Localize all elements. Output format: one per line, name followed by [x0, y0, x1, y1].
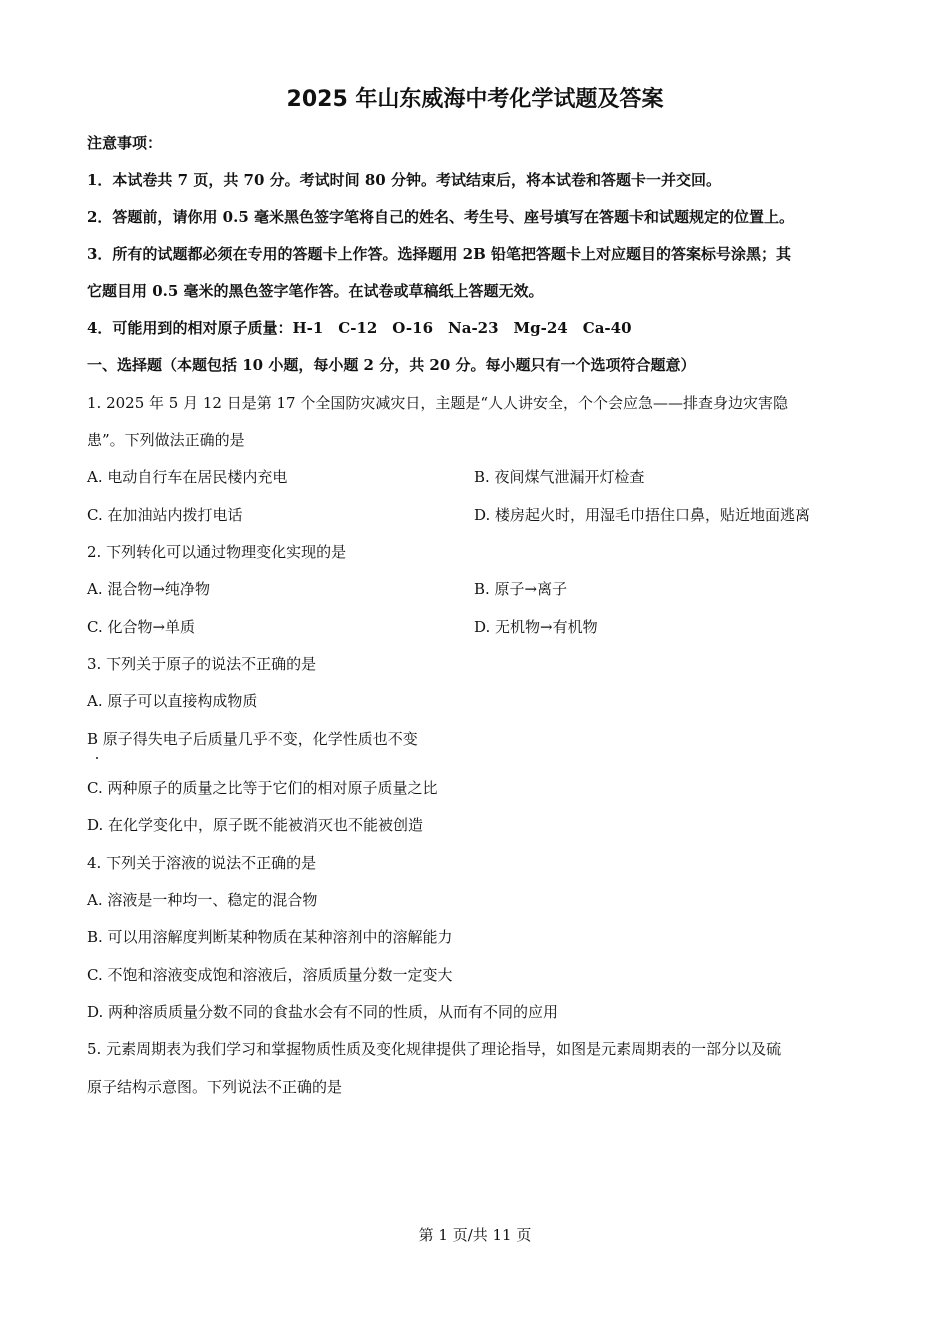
notice-4: 4．可能用到的相对原子质量：H-1 C-12 O-16 Na-23 Mg-24 Ca-40 [87, 319, 632, 337]
q4-option-b: B. 可以用溶解度判断某种物质在某种溶剂中的溶解能力 [87, 928, 453, 946]
q1-stem: 1. 2025 年 5 月 12 日是第 17 个全国防灾减灾日，主题是“人人讲安全，个个会应急——排查身边灾害隐 [87, 394, 789, 412]
q1-option-b: B. 夜间煤气泄漏开灯检查 [474, 468, 645, 486]
q5-stem-cont: 原子结构示意图。下列说法不正确的是 [87, 1078, 343, 1096]
q3-option-d: D. 在化学变化中，原子既不能被消灭也不能被创造 [87, 816, 424, 834]
section-heading: 一、选择题（本题包括 10 小题，每小题 2 分，共 20 分。每小题只有一个选项符合题意） [87, 356, 696, 374]
notice-1: 1．本试卷共 7 页，共 70 分。考试时间 80 分钟。考试结束后，将本试卷和答题卡一并交回。 [87, 171, 721, 189]
q2-option-a: A. 混合物→纯净物 [87, 580, 210, 598]
notice-3: 3．所有的试题都必须在专用的答题卡上作答。选择题用 2B 铅笔把答题卡上对应题目的答案标号涂黑；其 [87, 245, 792, 263]
q4-option-d: D. 两种溶质质量分数不同的食盐水会有不同的性质，从而有不同的应用 [87, 1003, 559, 1021]
q2-stem: 2. 下列转化可以通过物理变化实现的是 [87, 543, 347, 561]
q3-stem: 3. 下列关于原子的说法不正确的是 [87, 655, 317, 673]
q5-stem: 5. 元素周期表为我们学习和掌握物质性质及变化规律提供了理论指导，如图是元素周期表的一部分以及硫 [87, 1040, 782, 1058]
q2-option-b: B. 原子→离子 [474, 580, 568, 598]
notice-3-cont: 它题目用 0.5 毫米的黑色签字笔作答。在试卷或草稿纸上答题无效。 [87, 282, 544, 300]
q4-stem: 4. 下列关于溶液的说法不正确的是 [87, 854, 317, 872]
q1-stem-cont: 患”。下列做法正确的是 [87, 431, 245, 449]
q1-option-d: D. 楼房起火时，用湿毛巾捂住口鼻，贴近地面逃离 [474, 506, 811, 524]
q1-option-c: C. 在加油站内拨打电话 [87, 506, 243, 524]
page-title: 2025 年山东威海中考化学试题及答案 [286, 87, 664, 112]
q3-option-b: B 原子得失电子后质量几乎不变，化学性质也不变 [87, 730, 418, 748]
q2-option-d: D. 无机物→有机物 [474, 618, 598, 636]
page-footer: 第 1 页/共 11 页 [418, 1226, 532, 1244]
q3-option-a: A. 原子可以直接构成物质 [87, 692, 258, 710]
q4-option-a: A. 溶液是一种均一、稳定的混合物 [87, 891, 318, 909]
q2-option-c: C. 化合物→单质 [87, 618, 196, 636]
stray-dot [96, 757, 98, 759]
q1-option-a: A. 电动自行车在居民楼内充电 [87, 468, 288, 486]
q4-option-c: C. 不饱和溶液变成饱和溶液后，溶质质量分数一定变大 [87, 966, 453, 984]
notice-2: 2．答题前，请你用 0.5 毫米黑色签字笔将自己的姓名、考生号、座号填写在答题卡和试题规定的位置上。 [87, 208, 794, 226]
notice-heading: 注意事项： [87, 134, 163, 152]
q3-option-c: C. 两种原子的质量之比等于它们的相对原子质量之比 [87, 779, 438, 797]
